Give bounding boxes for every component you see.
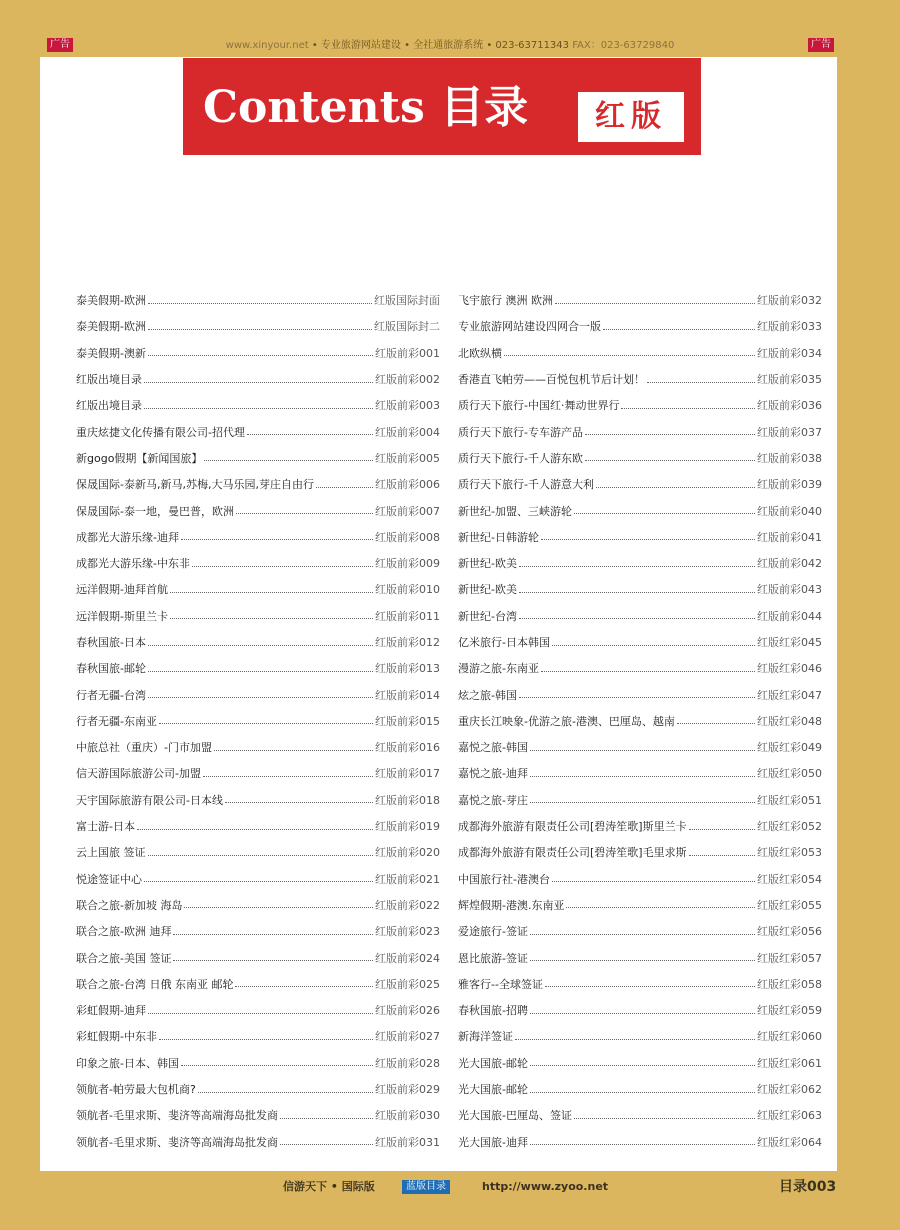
toc-entry[interactable] [76, 971, 440, 997]
dot-leader [148, 697, 373, 698]
toc-entry[interactable] [76, 839, 440, 865]
toc-entry-page: 红版前彩019 [375, 820, 440, 834]
ad-badge-right: 广告 [808, 38, 834, 52]
dot-leader [677, 723, 755, 724]
dot-leader [144, 881, 373, 882]
dot-leader [515, 1039, 755, 1040]
toc-entry-page: 红版前彩043 [757, 583, 822, 597]
toc-entry-page: 红版前彩006 [375, 478, 440, 492]
dot-leader [530, 1065, 755, 1066]
toc-entry-page: 红版红彩050 [757, 767, 822, 781]
toc-entry[interactable] [76, 1129, 440, 1155]
toc-entry[interactable] [76, 1050, 440, 1076]
toc-entry-title: 红版出境目录 [76, 373, 142, 387]
toc-entry-title: 嘉悦之旅-芽庄 [458, 793, 528, 807]
toc-column-right [458, 287, 822, 1155]
toc-entry[interactable] [76, 944, 440, 970]
toc-entry[interactable] [76, 708, 440, 734]
toc-entry-title: 新世纪-欧美 [458, 557, 517, 571]
toc-entry-page: 红版红彩055 [757, 898, 822, 912]
header-tagline: • 专业旅游网站建设 • 全社通旅游系统 • 023-63711343 [308, 40, 573, 51]
dot-leader [148, 303, 372, 304]
toc-entry[interactable] [76, 497, 440, 523]
toc-entry[interactable] [458, 445, 822, 471]
toc-entry-title: 联合之旅-新加坡 海岛 [76, 898, 183, 912]
dot-leader [530, 1092, 755, 1093]
toc-entry-title: 联合之旅-欧洲 迪拜 [76, 925, 172, 939]
toc-entry[interactable] [76, 760, 440, 786]
toc-entry-title: 远洋假期-斯里兰卡 [76, 609, 168, 623]
toc-entry[interactable] [458, 971, 822, 997]
dot-leader [545, 986, 755, 987]
toc-entry[interactable] [76, 655, 440, 681]
dot-leader [198, 1092, 373, 1093]
toc-entry-page: 红版红彩058 [757, 977, 822, 991]
toc-entry-title: 专业旅游网站建设四网合一版 [458, 320, 601, 334]
footer-bar [0, 1177, 900, 1197]
toc-entry-page: 红版前彩010 [375, 583, 440, 597]
dot-leader [585, 460, 755, 461]
dot-leader [552, 881, 755, 882]
dot-leader [181, 1065, 373, 1066]
dot-leader [173, 960, 373, 961]
toc-entry-page: 红版红彩047 [757, 688, 822, 702]
toc-entry[interactable] [76, 787, 440, 813]
toc-entry[interactable] [458, 918, 822, 944]
header-fax: FAX：023-63729840 [572, 40, 675, 51]
dot-leader [530, 776, 755, 777]
toc-entry-page: 红版红彩052 [757, 820, 822, 834]
toc-entry[interactable] [458, 944, 822, 970]
toc-entry[interactable] [458, 655, 822, 681]
toc-entry-page: 红版红彩048 [757, 714, 822, 728]
dot-leader [596, 487, 755, 488]
toc-entry[interactable] [76, 681, 440, 707]
toc-entry-title: 中国旅行社-港澳台 [458, 872, 550, 886]
toc-entry[interactable] [458, 1102, 822, 1128]
toc-entry-title: 光大国旅-邮轮 [458, 1056, 528, 1070]
toc-entry[interactable] [76, 603, 440, 629]
toc-entry-title: 亿米旅行-日本韩国 [458, 636, 550, 649]
dot-leader [280, 1144, 373, 1145]
toc-entry-title: 富士游-日本 [76, 820, 135, 834]
toc-entry-page: 红版前彩037 [757, 425, 822, 439]
dot-leader [585, 434, 755, 435]
toc-entry-title: 泰美假期-澳新 [76, 346, 146, 360]
toc-entry-page: 红版前彩039 [757, 478, 822, 492]
toc-entry-title: 成都光大游乐缘-中东非 [76, 557, 190, 571]
toc-entry[interactable] [458, 287, 822, 313]
toc-entry-title: 质行天下旅行-千人游东欧 [458, 451, 583, 465]
toc-entry-page: 红版前彩008 [375, 530, 440, 544]
toc-entry-title: 新世纪-台湾 [458, 609, 517, 623]
toc-entry-title: 恩比旅游-签证 [458, 951, 528, 965]
toc-entry[interactable] [76, 471, 440, 497]
toc-entry[interactable] [458, 471, 822, 497]
dot-leader [689, 855, 755, 856]
toc-entry-page: 红版前彩033 [757, 320, 822, 334]
toc-entry[interactable] [458, 629, 822, 655]
toc-entry[interactable] [76, 340, 440, 366]
toc-entry-title: 新世纪-欧美 [458, 583, 517, 597]
toc-entry-page: 红版红彩056 [757, 925, 822, 939]
toc-entry-page: 红版前彩022 [375, 898, 440, 912]
toc-entry-title: 彩虹假期-迪拜 [76, 1004, 146, 1018]
toc-entry-page: 红版前彩034 [757, 346, 822, 360]
toc-entry-title: 质行天下旅行-中国红·舞动世界行 [458, 399, 620, 413]
dot-leader [574, 513, 755, 514]
dot-leader [148, 355, 373, 356]
toc-entry[interactable] [76, 313, 440, 339]
dot-leader [519, 566, 755, 567]
dot-leader [144, 408, 373, 409]
toc-entry-title: 春秋国旅-日本 [76, 636, 146, 649]
toc-entry-page: 红版前彩005 [375, 451, 440, 465]
toc-entry[interactable] [458, 1023, 822, 1049]
dot-leader [170, 592, 373, 593]
toc-entry-title: 远洋假期-迪拜首航 [76, 583, 168, 597]
toc-entry-page: 红版红彩045 [757, 636, 822, 649]
toc-entry-title: 云上国旅 签证 [76, 846, 146, 860]
toc-entry-title: 光大国旅-邮轮 [458, 1083, 528, 1097]
toc-entry[interactable] [458, 366, 822, 392]
dot-leader [173, 934, 373, 935]
toc-entry-title: 联合之旅-美国 签证 [76, 951, 172, 965]
toc-entry[interactable] [76, 392, 440, 418]
toc-entry[interactable] [458, 1129, 822, 1155]
toc-entry-title: 天宇国际旅游有限公司-日本线 [76, 793, 223, 807]
dot-leader [247, 434, 373, 435]
toc-entry[interactable] [76, 287, 440, 313]
toc-entry[interactable] [76, 418, 440, 444]
toc-entry-page: 红版红彩062 [757, 1083, 822, 1097]
toc-entry-title: 飞宇旅行 澳洲 欧洲 [458, 294, 553, 308]
dot-leader [137, 829, 373, 830]
dot-leader [552, 645, 755, 646]
toc-entry-page: 红版前彩031 [375, 1135, 440, 1149]
toc-entry-page: 红版前彩024 [375, 951, 440, 965]
toc-entry[interactable] [76, 813, 440, 839]
dot-leader [519, 592, 755, 593]
toc-entry[interactable] [458, 313, 822, 339]
toc-entry-page: 红版前彩015 [375, 714, 440, 728]
toc-entry[interactable] [458, 1076, 822, 1102]
toc-entry[interactable] [76, 734, 440, 760]
toc-entry-page: 红版前彩016 [375, 741, 440, 755]
dot-leader [184, 907, 373, 908]
toc-entry[interactable] [458, 340, 822, 366]
toc-entry-page: 红版前彩017 [375, 767, 440, 781]
toc-entry-title: 成都海外旅游有限责任公司[碧涛笙歌]斯里兰卡 [458, 820, 687, 834]
toc-entry[interactable] [458, 681, 822, 707]
dot-leader [530, 1144, 755, 1145]
toc-entry-page: 红版前彩001 [375, 346, 440, 360]
dot-leader [148, 1013, 373, 1014]
page-title: Contents 目录 [203, 82, 529, 133]
dot-leader [530, 1013, 755, 1014]
toc-entry-title: 保晟国际-泰一地，曼巴普，欧洲 [76, 504, 234, 518]
toc-entry[interactable] [76, 1023, 440, 1049]
dot-leader [316, 487, 373, 488]
toc-entry[interactable] [76, 576, 440, 602]
dot-leader [621, 408, 755, 409]
header-url[interactable]: www.xinyour.net [225, 40, 309, 51]
toc-entry-title: 领航者-帕劳最大包机商? [76, 1083, 196, 1097]
toc-entry-title: 雅客行--全球签证 [458, 977, 543, 991]
toc-entry-page: 红版红彩051 [757, 793, 822, 807]
dot-leader [192, 566, 373, 567]
toc-entry-title: 新gogo假期【新闻国旅】 [76, 451, 203, 465]
toc-entry[interactable] [458, 1050, 822, 1076]
toc-entry-page: 红版前彩018 [375, 793, 440, 807]
toc-entry-page: 红版红彩064 [757, 1135, 822, 1149]
dot-leader [159, 1039, 373, 1040]
dot-leader [235, 986, 373, 987]
toc-entry-title: 新世纪-日韩游轮 [458, 530, 539, 544]
toc-entry-page: 红版前彩026 [375, 1004, 440, 1018]
toc-entry-page: 红版红彩059 [757, 1004, 822, 1018]
toc-entry[interactable] [458, 813, 822, 839]
toc-entry-page: 红版前彩020 [375, 846, 440, 860]
toc-entry-page: 红版前彩021 [375, 872, 440, 886]
toc-entry-title: 光大国旅-迪拜 [458, 1135, 528, 1149]
contents-banner [183, 58, 701, 155]
toc-entry-title: 质行天下旅行-千人游意大利 [458, 478, 594, 492]
toc-entry-title: 春秋国旅-招聘 [458, 1004, 528, 1018]
blue-edition-contents-button[interactable]: 蓝版目录 [402, 1180, 450, 1194]
toc-entry-page: 红版红彩046 [757, 662, 822, 676]
toc-entry-page: 红版红彩063 [757, 1109, 822, 1123]
toc-entry-page: 红版前彩038 [757, 451, 822, 465]
toc-entry-page: 红版前彩023 [375, 925, 440, 939]
dot-leader [214, 750, 373, 751]
toc-entry-title: 嘉悦之旅-韩国 [458, 741, 528, 755]
toc-entry[interactable] [458, 392, 822, 418]
ad-badge-left: 广告 [47, 38, 73, 52]
toc-entry-title: 新世纪-加盟、三峡游轮 [458, 504, 572, 518]
toc-entry[interactable] [76, 918, 440, 944]
toc-entry-title: 保晟国际-泰新马,新马,苏梅,大马乐园,芽庄自由行 [76, 478, 314, 492]
toc-entry-page: 红版前彩011 [375, 609, 440, 623]
toc-entry-title: 成都光大游乐缘-迪拜 [76, 530, 179, 544]
toc-entry-title: 悦途签证中心 [76, 872, 142, 886]
toc-entry[interactable] [458, 997, 822, 1023]
toc-entry-title: 北欧纵横 [458, 346, 502, 360]
toc-entry[interactable] [76, 997, 440, 1023]
toc-entry-title: 联合之旅-台湾 日俄 东南亚 邮轮 [76, 977, 234, 991]
dot-leader [159, 723, 373, 724]
toc-entry-page: 红版前彩030 [375, 1109, 440, 1123]
dot-leader [170, 618, 373, 619]
toc-entry[interactable] [458, 892, 822, 918]
toc-entry-page: 红版前彩044 [757, 609, 822, 623]
toc-entry-title: 辉煌假期-港澳.东南亚 [458, 898, 565, 912]
dot-leader [519, 618, 755, 619]
toc-entry-page: 红版前彩036 [757, 399, 822, 413]
dot-leader [225, 802, 373, 803]
toc-entry[interactable] [76, 892, 440, 918]
toc-entry-title: 红版出境目录 [76, 399, 142, 413]
dot-leader [603, 329, 755, 330]
toc-entry-page: 红版国际封二 [374, 320, 440, 334]
dot-leader [148, 645, 373, 646]
toc-entry-title: 泰美假期-欧洲 [76, 320, 146, 334]
toc-entry[interactable] [76, 366, 440, 392]
dot-leader [144, 382, 373, 383]
edition-badge: 红版 [578, 92, 684, 142]
toc-entry-title: 行者无疆-东南亚 [76, 714, 157, 728]
dot-leader [280, 1118, 373, 1119]
dot-leader [647, 382, 755, 383]
toc-entry-title: 重庆炫捷文化传播有限公司-招代理 [76, 425, 245, 439]
toc-entry[interactable] [458, 787, 822, 813]
toc-entry-title: 光大国旅-巴厘岛、签证 [458, 1109, 572, 1123]
toc-entry-page: 红版前彩029 [375, 1083, 440, 1097]
toc-entry-page: 红版红彩061 [757, 1056, 822, 1070]
toc-column-left [76, 287, 440, 1155]
toc-entry[interactable] [76, 1076, 440, 1102]
toc-entry-page: 红版红彩053 [757, 846, 822, 860]
toc-entry[interactable] [458, 576, 822, 602]
top-info-bar [0, 36, 900, 56]
dot-leader [566, 907, 755, 908]
dot-leader [530, 934, 755, 935]
toc-entry-page: 红版前彩014 [375, 688, 440, 702]
toc-entry[interactable] [458, 497, 822, 523]
dot-leader [519, 697, 755, 698]
toc-entry-title: 质行天下旅行-专车游产品 [458, 425, 583, 439]
toc-entry[interactable] [458, 418, 822, 444]
toc-entry-page: 红版前彩013 [375, 662, 440, 676]
toc-entry-page: 红版国际封面 [374, 294, 440, 308]
dot-leader [689, 829, 755, 830]
toc-entry[interactable] [458, 866, 822, 892]
toc-entry-title: 印象之旅-日本、韩国 [76, 1056, 179, 1070]
toc-entry[interactable] [76, 524, 440, 550]
dot-leader [148, 671, 373, 672]
toc-entry-page: 红版前彩042 [757, 557, 822, 571]
toc-entry-page: 红版前彩003 [375, 399, 440, 413]
toc-entry[interactable] [76, 1102, 440, 1128]
dot-leader [148, 855, 374, 856]
toc-entry[interactable] [76, 866, 440, 892]
dot-leader [530, 960, 755, 961]
toc-entry-title: 成都海外旅游有限责任公司[碧涛笙歌]毛里求斯 [458, 846, 687, 860]
toc-entry-page: 红版前彩028 [375, 1056, 440, 1070]
dot-leader [203, 776, 373, 777]
toc-entry-page: 红版红彩054 [757, 872, 822, 886]
dot-leader [181, 539, 373, 540]
toc-entry-title: 领航者-毛里求斯、斐济等高端海岛批发商 [76, 1109, 278, 1123]
toc-entry-title: 彩虹假期-中东非 [76, 1030, 157, 1044]
toc-entry-page: 红版红彩049 [757, 741, 822, 755]
dot-leader [541, 671, 755, 672]
toc-entry[interactable] [458, 839, 822, 865]
toc-entry-title: 重庆长江映象-优游之旅-港澳、巴厘岛、越南 [458, 714, 675, 728]
dot-leader [574, 1118, 755, 1119]
dot-leader [148, 329, 372, 330]
dot-leader [204, 460, 373, 461]
toc-entry-page: 红版前彩035 [757, 373, 822, 387]
toc-entry[interactable] [76, 445, 440, 471]
toc-entry[interactable] [76, 550, 440, 576]
toc-entry-title: 嘉悦之旅-迪拜 [458, 767, 528, 781]
toc-entry-title: 中旅总社（重庆）-门市加盟 [76, 741, 212, 755]
toc-entry-title: 行者无疆-台湾 [76, 688, 146, 702]
toc-entry[interactable] [458, 708, 822, 734]
toc-entry[interactable] [76, 629, 440, 655]
toc-entry[interactable] [458, 603, 822, 629]
toc-entry-page: 红版前彩012 [375, 636, 440, 649]
dot-leader [555, 303, 755, 304]
toc-entry[interactable] [458, 734, 822, 760]
dot-leader [541, 539, 755, 540]
toc-entry-title: 春秋国旅-邮轮 [76, 662, 146, 676]
toc-entry-page: 红版前彩032 [757, 294, 822, 308]
toc-entry-page: 红版前彩009 [375, 557, 440, 571]
dot-leader [530, 750, 755, 751]
toc-entry-page: 红版前彩027 [375, 1030, 440, 1044]
footer-slogan: 信游天下 • 国际版 [283, 1180, 375, 1193]
dot-leader [504, 355, 755, 356]
toc-entry-title: 炫之旅-韩国 [458, 688, 517, 702]
toc-entry-page: 红版前彩025 [375, 977, 440, 991]
toc-entry[interactable] [458, 760, 822, 786]
toc-entry-title: 信天游国际旅游公司-加盟 [76, 767, 201, 781]
toc-entry-title: 爱途旅行-签证 [458, 925, 528, 939]
toc-entry-title: 新海洋签证 [458, 1030, 513, 1044]
toc-entry-page: 红版红彩057 [757, 951, 822, 965]
toc-entry-title: 领航者-毛里求斯、斐济等高端海岛批发商 [76, 1135, 278, 1149]
toc-entry-page: 红版前彩040 [757, 504, 822, 518]
toc-entry[interactable] [458, 550, 822, 576]
footer-site-link[interactable]: http://www.zyoo.net [482, 1180, 609, 1193]
toc-entry-page: 红版前彩041 [757, 530, 822, 544]
dot-leader [236, 513, 373, 514]
toc-entry-page: 红版前彩004 [375, 425, 440, 439]
dot-leader [530, 802, 755, 803]
toc-entry[interactable] [458, 524, 822, 550]
toc-entry-page: 红版红彩060 [757, 1030, 822, 1044]
toc-entry-title: 漫游之旅-东南亚 [458, 662, 539, 676]
toc-entry-title: 泰美假期-欧洲 [76, 294, 146, 308]
toc-entry-title: 香港直飞帕劳——百悦包机节后计划！ [458, 373, 645, 387]
toc-entry-page: 红版前彩002 [375, 373, 440, 387]
toc-entry-page: 红版前彩007 [375, 504, 440, 518]
page-number: 目录003 [779, 1179, 837, 1195]
